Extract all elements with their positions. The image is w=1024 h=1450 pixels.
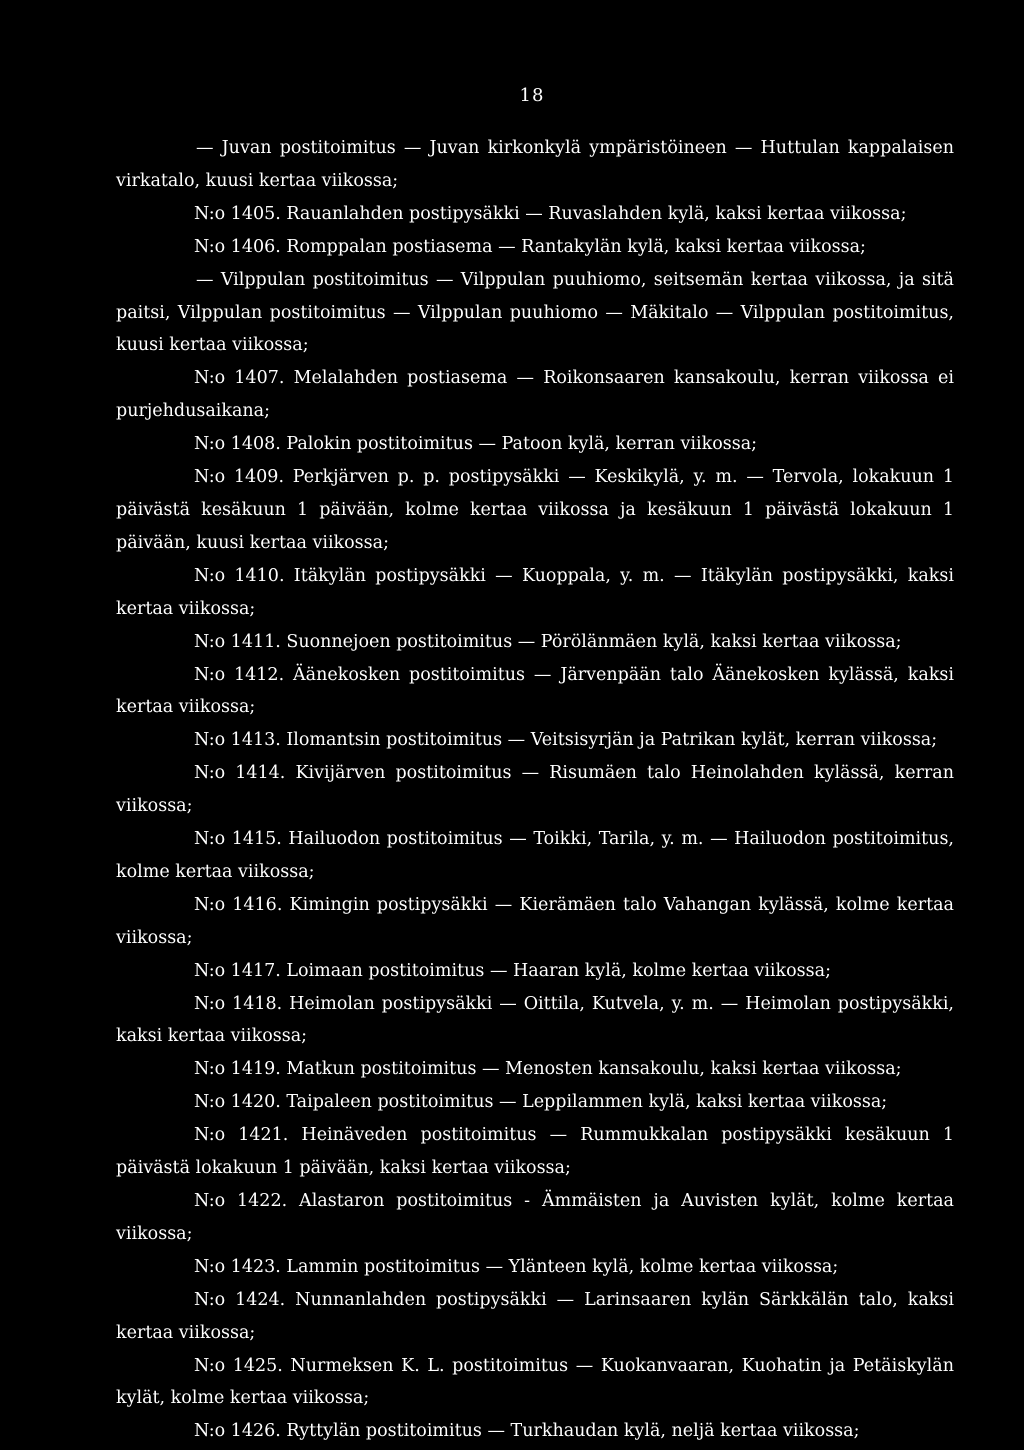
paragraph-1418: N:o 1418. Heimolan postipysäkki — Oittila, Kutvela, y. m. — Heimolan postipysäkki, kaksi kertaa viikossa; [116,993,954,1047]
paragraph-1407: N:o 1407. Melalahden postiasema — Roikonsaaren kansakoulu, kerran viikossa ei purjehdusaikana; [116,368,954,422]
paragraph-1422: N:o 1422. Alastaron postitoimitus - Ämmäisten ja Auvisten kylät, kolme kertaa viikossa; [116,1191,954,1244]
paragraph-1417: N:o 1417. Loimaan postitoimitus — Haaran kylä, kolme kertaa viikossa; [194,960,831,981]
paragraph-1420: N:o 1420. Taipaleen postitoimitus — Leppilammen kylä, kaksi kertaa viikossa; [194,1092,888,1113]
paragraph-juva: — Juvan postitoimitus — Juvan kirkonkylä ympäristöineen — Huttulan kappalaisen virkatalo, kuusi kertaa viikossa; [116,138,954,191]
paragraph-1410: N:o 1410. Itäkylän postipysäkki — Kuoppala, y. m. — Itäkylän postipysäkki, kaksi kertaa viikossa; [116,565,954,619]
paragraph-1419: N:o 1419. Matkun postitoimitus — Menosten kansakoulu, kaksi kertaa viikossa; [194,1059,902,1080]
paragraph-1415: N:o 1415. Hailuodon postitoimitus — Toikki, Tarila, y. m. — Hailuodon postitoimitus, kolme kertaa viikossa; [116,829,954,882]
paragraph-1408: N:o 1408. Palokin postitoimitus — Patoon kylä, kerran viikossa; [194,434,758,455]
paragraph-1425: N:o 1425. Nurmeksen K. L. postitoimitus — Kuokanvaaran, Kuohatin ja Petäiskylän kylät, kolme kertaa viikossa; [116,1355,954,1409]
paragraph-1423: N:o 1423. Lammin postitoimitus — Ylänteen kylä, kolme kertaa viikossa; [194,1256,839,1277]
paragraph-1426: N:o 1426. Ryttylän postitoimitus — Turkhaudan kylä, neljä kertaa viikossa; [194,1421,860,1442]
paragraph-vilppula: — Vilppulan postitoimitus — Vilppulan puuhiomo, seitsemän kertaa viikossa, ja sitä paitsi, Vilppulan postitoimitus — Vilppulan puuhiomo — Mäkitalo — Vilppulan postitoimitus, kuusi kertaa viikossa; [116,269,954,356]
text-body [116,132,954,1448]
paragraph-1414: N:o 1414. Kivijärven postitoimitus — Risumäen talo Heinolahden kylässä, kerran viikossa; [116,763,954,817]
paragraph-1411: N:o 1411. Suonnejoen postitoimitus — Pörölänmäen kylä, kaksi kertaa viikossa; [194,631,902,652]
paragraph-1413: N:o 1413. Ilomantsin postitoimitus — Veitsisyrjän ja Patrikan kylät, kerran viikossa; [194,730,938,751]
paragraph-1405: N:o 1405. Rauanlahden postipysäkki — Ruvaslahden kylä, kaksi kertaa viikossa; [194,203,907,224]
paragraph-1412: N:o 1412. Äänekosken postitoimitus — Järvenpään talo Äänekosken kylässä, kaksi kertaa viikossa; [116,664,954,718]
paragraph-1406: N:o 1406. Romppalan postiasema — Rantakylän kylä, kaksi kertaa viikossa; [194,236,866,257]
paragraph-1424: N:o 1424. Nunnanlahden postipysäkki — Larinsaaren kylän Särkkälän talo, kaksi kertaa viikossa; [116,1289,954,1343]
paragraph-1416: N:o 1416. Kimingin postipysäkki — Kierämäen talo Vahangan kylässä, kolme kertaa viikossa; [116,894,954,948]
page-number: 18 [519,85,545,106]
paragraph-1421: N:o 1421. Heinäveden postitoimitus — Rummukkalan postipysäkki kesäkuun 1 päivästä lokakuun 1 päivään, kaksi kertaa viikossa; [116,1125,954,1179]
paragraph-1409: N:o 1409. Perkjärven p. p. postipysäkki — Keskikylä, y. m. — Tervola, lokakuun 1 päivästä kesäkuun 1 päivään, kolme kertaa viikossa ja kesäkuun 1 päivästä lokakuun 1 päivään, kuusi kertaa viikossa; [116,467,954,553]
